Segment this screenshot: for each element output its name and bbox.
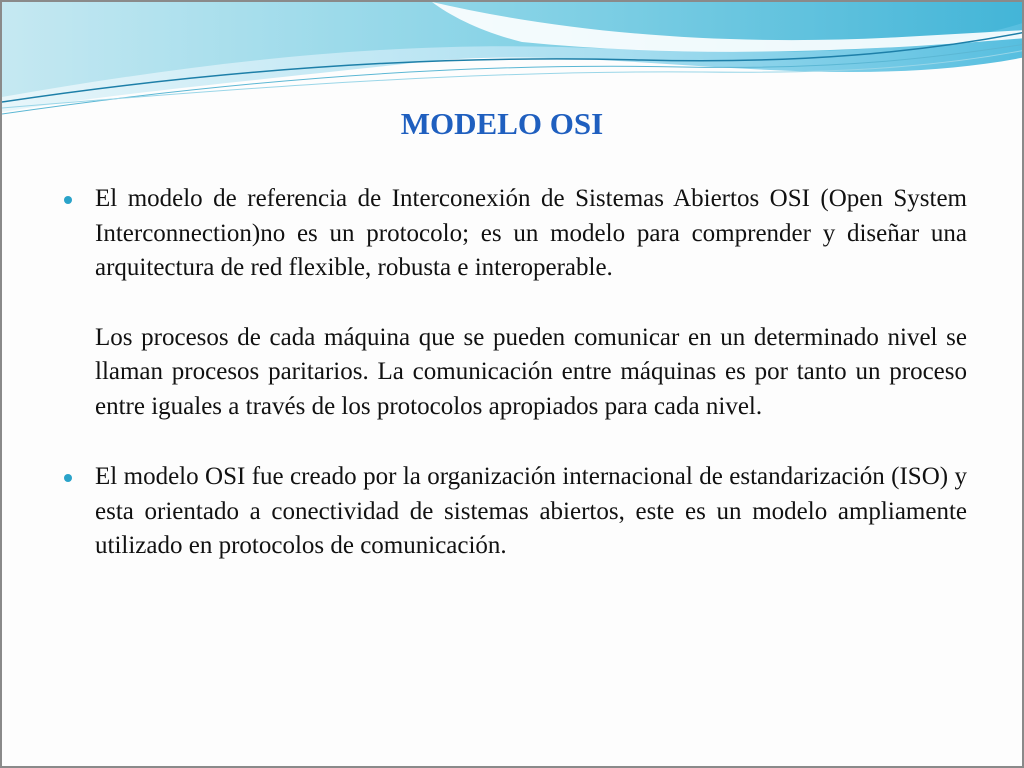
list-item [62, 321, 967, 425]
slide-body [62, 182, 967, 564]
page-title: MODELO OSI [400, 106, 604, 141]
decorative-wave-banner [2, 2, 1024, 122]
list-item [62, 460, 967, 564]
list-item [62, 182, 967, 286]
paragraph-iso-origin: El modelo OSI fue creado por la organización internacional de estandarización (ISO) y esta orientado a conectividad de sistemas abiertos, este es un modelo ampliamente utilizado en protocolos de comunicación. [95, 463, 967, 559]
paragraph-osi-definition: El modelo de referencia de Interconexión de Sistemas Abiertos OSI (Open System Interconnection)no es un protocolo; es un modelo para comprender y diseñar una arquitectura de red flexible, robusta e interoperable. [95, 185, 967, 281]
bullet-dot-icon [64, 474, 72, 482]
bullet-dot-icon [64, 196, 72, 204]
paragraph-peer-processes: Los procesos de cada máquina que se pueden comunicar en un determinado nivel se llaman procesos paritarios. La comunicación entre máquinas es por tanto un proceso entre iguales a través de los protocolos apropiados para cada nivel. [95, 323, 967, 420]
